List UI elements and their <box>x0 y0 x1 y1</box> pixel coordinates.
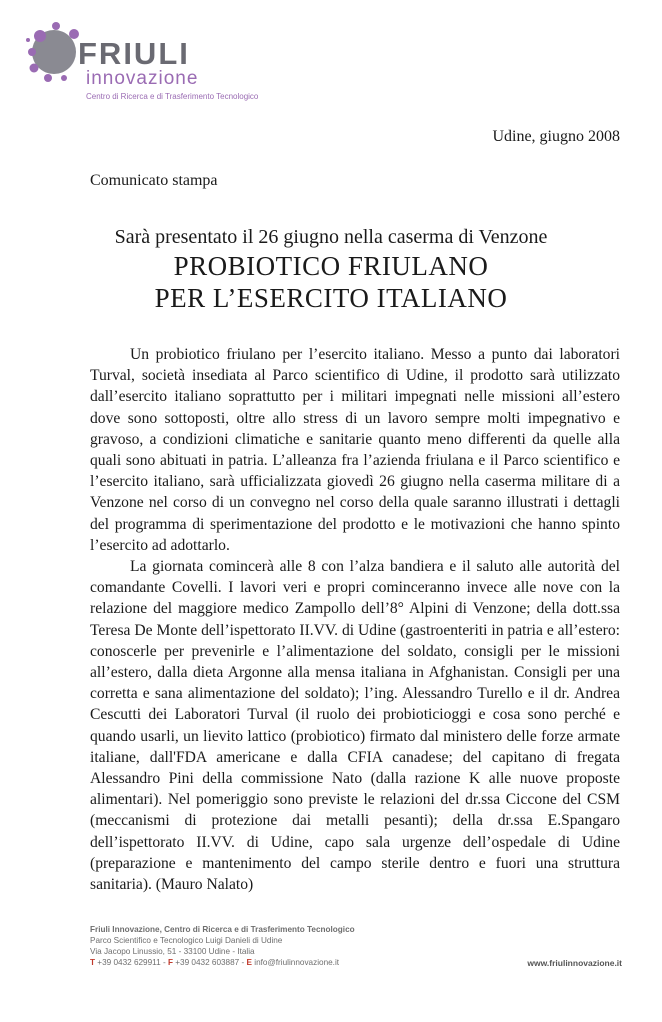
document-kind: Comunicato stampa <box>90 172 218 189</box>
website-url: www.friulinnovazione.it <box>527 958 622 968</box>
footer-park: Parco Scientifico e Tecnologico Luigi Danieli di Udine <box>90 936 283 945</box>
tel-number: +39 0432 629911 <box>97 958 161 967</box>
headline-title-line-2: PER L’ESERCITO ITALIANO <box>154 283 508 313</box>
paragraph: Un probiotico friulano per l’esercito italiano. Messo a punto dai laboratori Turval, società insediata al Parco scientifico di Udine, il prodotto sarà utilizzato dall’esercito italiano soprattutto per i militari impegnati nelle missioni all’estero dove sono sottoposti, oltre allo stress di un lavoro sempre molti impegnativo e gravoso, a condizioni climatiche e sanitarie quanto meno differenti da quelle alla quali sono abituati in patria. L’alleanza fra l’azienda friulana e il Parco scientifico e l’esercito italiano, sarà ufficializzata giovedì 26 giugno nella caserma militare di a Venzone nel corso di un convegno nel corso della quale saranno illustrati i dettagli del programma di sperimentazione del prodotto e le motivazioni che hanno spinto l’esercito ad adottarlo. <box>90 346 620 554</box>
logo-subword: innovazione <box>86 68 199 89</box>
headline-title-line-1: PROBIOTICO FRIULANO <box>173 251 489 281</box>
headline <box>0 224 662 314</box>
logo-tagline: Centro di Ricerca e di Trasferimento Tecnologico <box>86 92 259 101</box>
date-line: Udine, giugno 2008 <box>492 128 620 145</box>
logo-word: FRIULI <box>78 36 190 71</box>
headline-subtitle: Sarà presentato il 26 giugno nella caserma di Venzone <box>114 226 548 248</box>
footer-address: Via Jacopo Linussio, 51 - 33100 Udine - Italia <box>90 947 255 956</box>
tel-label: T <box>90 958 96 967</box>
fax-label: F <box>167 958 173 967</box>
footer-organization: Friuli Innovazione, Centro di Ricerca e di Trasferimento Tecnologico <box>90 925 355 934</box>
friuli-innovazione-logo <box>26 14 266 104</box>
article-body <box>90 344 620 895</box>
footer-contacts: T +39 0432 629911 - F +39 0432 603887 - E info@friulinnovazione.it <box>90 958 340 967</box>
fax-number: +39 0432 603887 <box>175 958 240 967</box>
email-label: E <box>246 958 252 967</box>
paragraph: La giornata comincerà alle 8 con l’alza bandiera e il saluto alle autorità del comandante Covelli. I lavori veri e propri cominceranno invece alle nove con la relazione del maggiore medico Zampollo dell’8° Alpini di Venzone; della dott.ssa Teresa De Monte dell’ispettorato II.VV. di Udine (gastroenteriti in patria e all’estero: conoscerle per prevenirle e l’alimentazione del soldato, consigli per le missioni all’estero, dalla dieta Argonne alla mensa italiana in Afghanistan. Consigli per una corretta e sana alimentazione del soldato); l’ing. Alessandro Turello e il dr. Andrea Cescutti dei Laboratori Turval (il ruolo dei probioticioggi e cosa sono perché e quando usarli, un lievito lattico (probiotico) firmato dal ministero delle forze armate italiane, dall'FDA americane e dalla CFIA canadese; del capitano di fregata Alessandro Pini della commissione Nato (dalla razione K alle nuove proposte alimentari). Nel pomeriggio sono previste le relazioni del dr.ssa Ciccone del CSM (meccanismi di protezione dai metalli pesanti); della dr.ssa E.Spangaro dell’ispettorato II.VV. di Udine, capo sala urgenze dell’ospedale di Udine (preparazione e mantenimento del campo sterile dentro e fuori una struttura sanitaria). (Mauro Nalato) <box>90 558 620 894</box>
email-address: info@friulinnovazione.it <box>254 958 340 967</box>
